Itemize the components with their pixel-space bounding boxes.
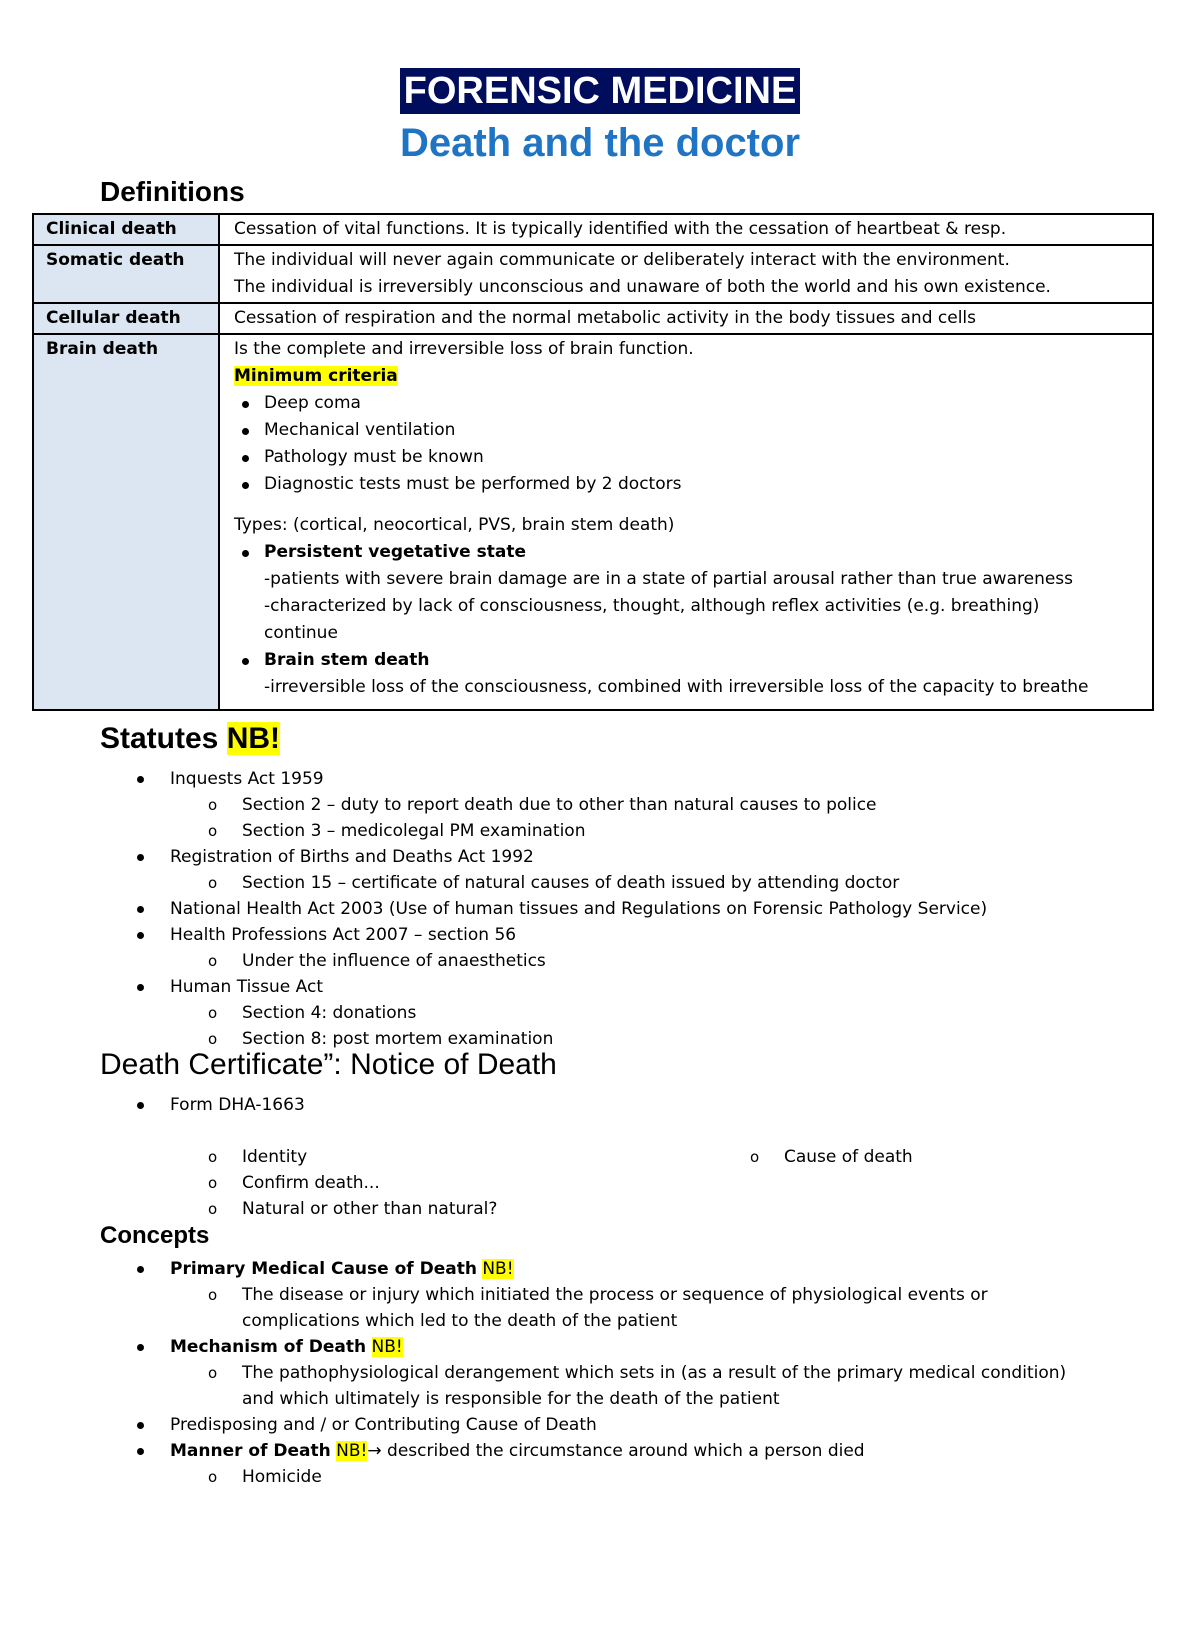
continuation-text: and which ultimately is responsible for the death of the patient [242,1389,780,1409]
statutes-heading [100,722,280,756]
definition-cell [219,214,1153,245]
nb-badge: NB! [226,722,281,755]
criteria-list [234,390,1140,498]
list-item [0,1256,1200,1282]
concepts-heading: Concepts [100,1222,210,1249]
list-item: Diagnostic tests must be performed by 2 doctors [234,471,1140,498]
list-item [0,1334,1200,1360]
sub-list-item: o The pathophysiological derangement which sets in (as a result of the primary medical condition) [0,1360,1200,1386]
list-item: Persistent vegetative state [234,539,1140,566]
two-column-row [0,1144,1200,1170]
term-cell: Cellular death [33,303,219,334]
list-item: Brain stem death [234,647,1140,674]
nb-badge: NB! [371,1337,403,1357]
document-subtitle: Death and the doctor [399,121,801,165]
pvs-line: -patients with severe brain damage are in a state of partial arousal rather than true awareness [264,569,1074,589]
concept-label: Primary Medical Cause of Death [170,1259,477,1279]
types-list [234,647,1140,674]
definition-cell [219,245,1153,303]
sub-list-item: o Homicide [0,1464,1200,1490]
list-item: Deep coma [234,390,1140,417]
sub-list-item: o The disease or injury which initiated the process or sequence of physiological events or [0,1282,1200,1308]
list-item: Mechanical ventilation [234,417,1140,444]
list-item: Pathology must be known [234,444,1140,471]
term-cell: Brain death [33,334,219,710]
concept-label: Manner of Death [170,1441,331,1461]
sub-list-item: o Cause of death [784,1144,913,1170]
sub-list-item: o Section 15 – certificate of natural causes of death issued by attending doctor [0,870,1200,896]
list-item: Form DHA-1663 [0,1092,1200,1118]
table-row [33,334,1153,710]
certificate-list [0,1092,1200,1222]
list-item [0,1438,1200,1464]
definition-text: Cessation of vital functions. It is typically identified with the cessation of heartbeat & resp. [234,219,1007,239]
list-item: Registration of Births and Deaths Act 1992 [0,844,1200,870]
continuation-text: complications which led to the death of the patient [242,1311,678,1331]
sub-list-item: o Identity [242,1144,307,1170]
definition-text: Cessation of respiration and the normal metabolic activity in the body tissues and cells [234,308,976,328]
types-list [234,539,1140,566]
statutes-heading-text: Statutes [100,722,219,755]
term-cell: Clinical death [33,214,219,245]
nb-badge: NB! [482,1259,514,1279]
list-item: Predisposing and / or Contributing Cause of Death [0,1412,1200,1438]
definition-text: The individual is irreversibly unconscious and unaware of both the world and his own existence. [234,277,1051,297]
definitions-table [32,213,1154,711]
definition-text: The individual will never again communicate or deliberately interact with the environment. [234,250,1010,270]
sub-list-item: o Section 8: post mortem examination [0,1026,1200,1052]
sub-list-item: o Section 2 – duty to report death due to other than natural causes to police [0,792,1200,818]
definition-cell [219,303,1153,334]
pvs-line: continue [264,623,338,643]
definition-text: Is the complete and irreversible loss of brain function. [234,339,694,359]
list-item: Health Professions Act 2007 – section 56 [0,922,1200,948]
title-block [0,68,1200,168]
statutes-list [0,766,1200,1052]
sub-list-item: o Natural or other than natural? [0,1196,1200,1222]
criteria-heading: Minimum criteria [234,366,398,386]
concept-label: Mechanism of Death [170,1337,367,1357]
pvs-line: -characterized by lack of consciousness, thought, although reflex activities (e.g. breathing) [264,596,1040,616]
table-row [33,303,1153,334]
manner-description: → described the circumstance around which a person died [367,1441,865,1461]
document-title: FORENSIC MEDICINE [400,68,801,114]
sub-list-item: o Under the influence of anaesthetics [0,948,1200,974]
list-item: Human Tissue Act [0,974,1200,1000]
list-item: Inquests Act 1959 [0,766,1200,792]
term-cell: Somatic death [33,245,219,303]
certificate-heading: Death Certificate”: Notice of Death [100,1048,557,1081]
sub-list-item: o Confirm death... [0,1170,1200,1196]
types-line: Types: (cortical, neocortical, PVS, brain stem death) [234,515,675,535]
nb-badge: NB! [336,1441,368,1461]
concepts-list [0,1256,1200,1490]
sub-list-continuation [0,1386,1200,1412]
bsd-line: -irreversible loss of the consciousness, combined with irreversible loss of the capacity to breathe [264,677,1089,697]
definitions-heading: Definitions [100,176,245,207]
table-row [33,214,1153,245]
sub-list-item: o Section 4: donations [0,1000,1200,1026]
list-item: National Health Act 2003 (Use of human tissues and Regulations on Forensic Pathology Service) [0,896,1200,922]
table-row [33,245,1153,303]
sub-list-continuation [0,1308,1200,1334]
definition-cell [219,334,1153,710]
sub-list-item: o Section 3 – medicolegal PM examination [0,818,1200,844]
